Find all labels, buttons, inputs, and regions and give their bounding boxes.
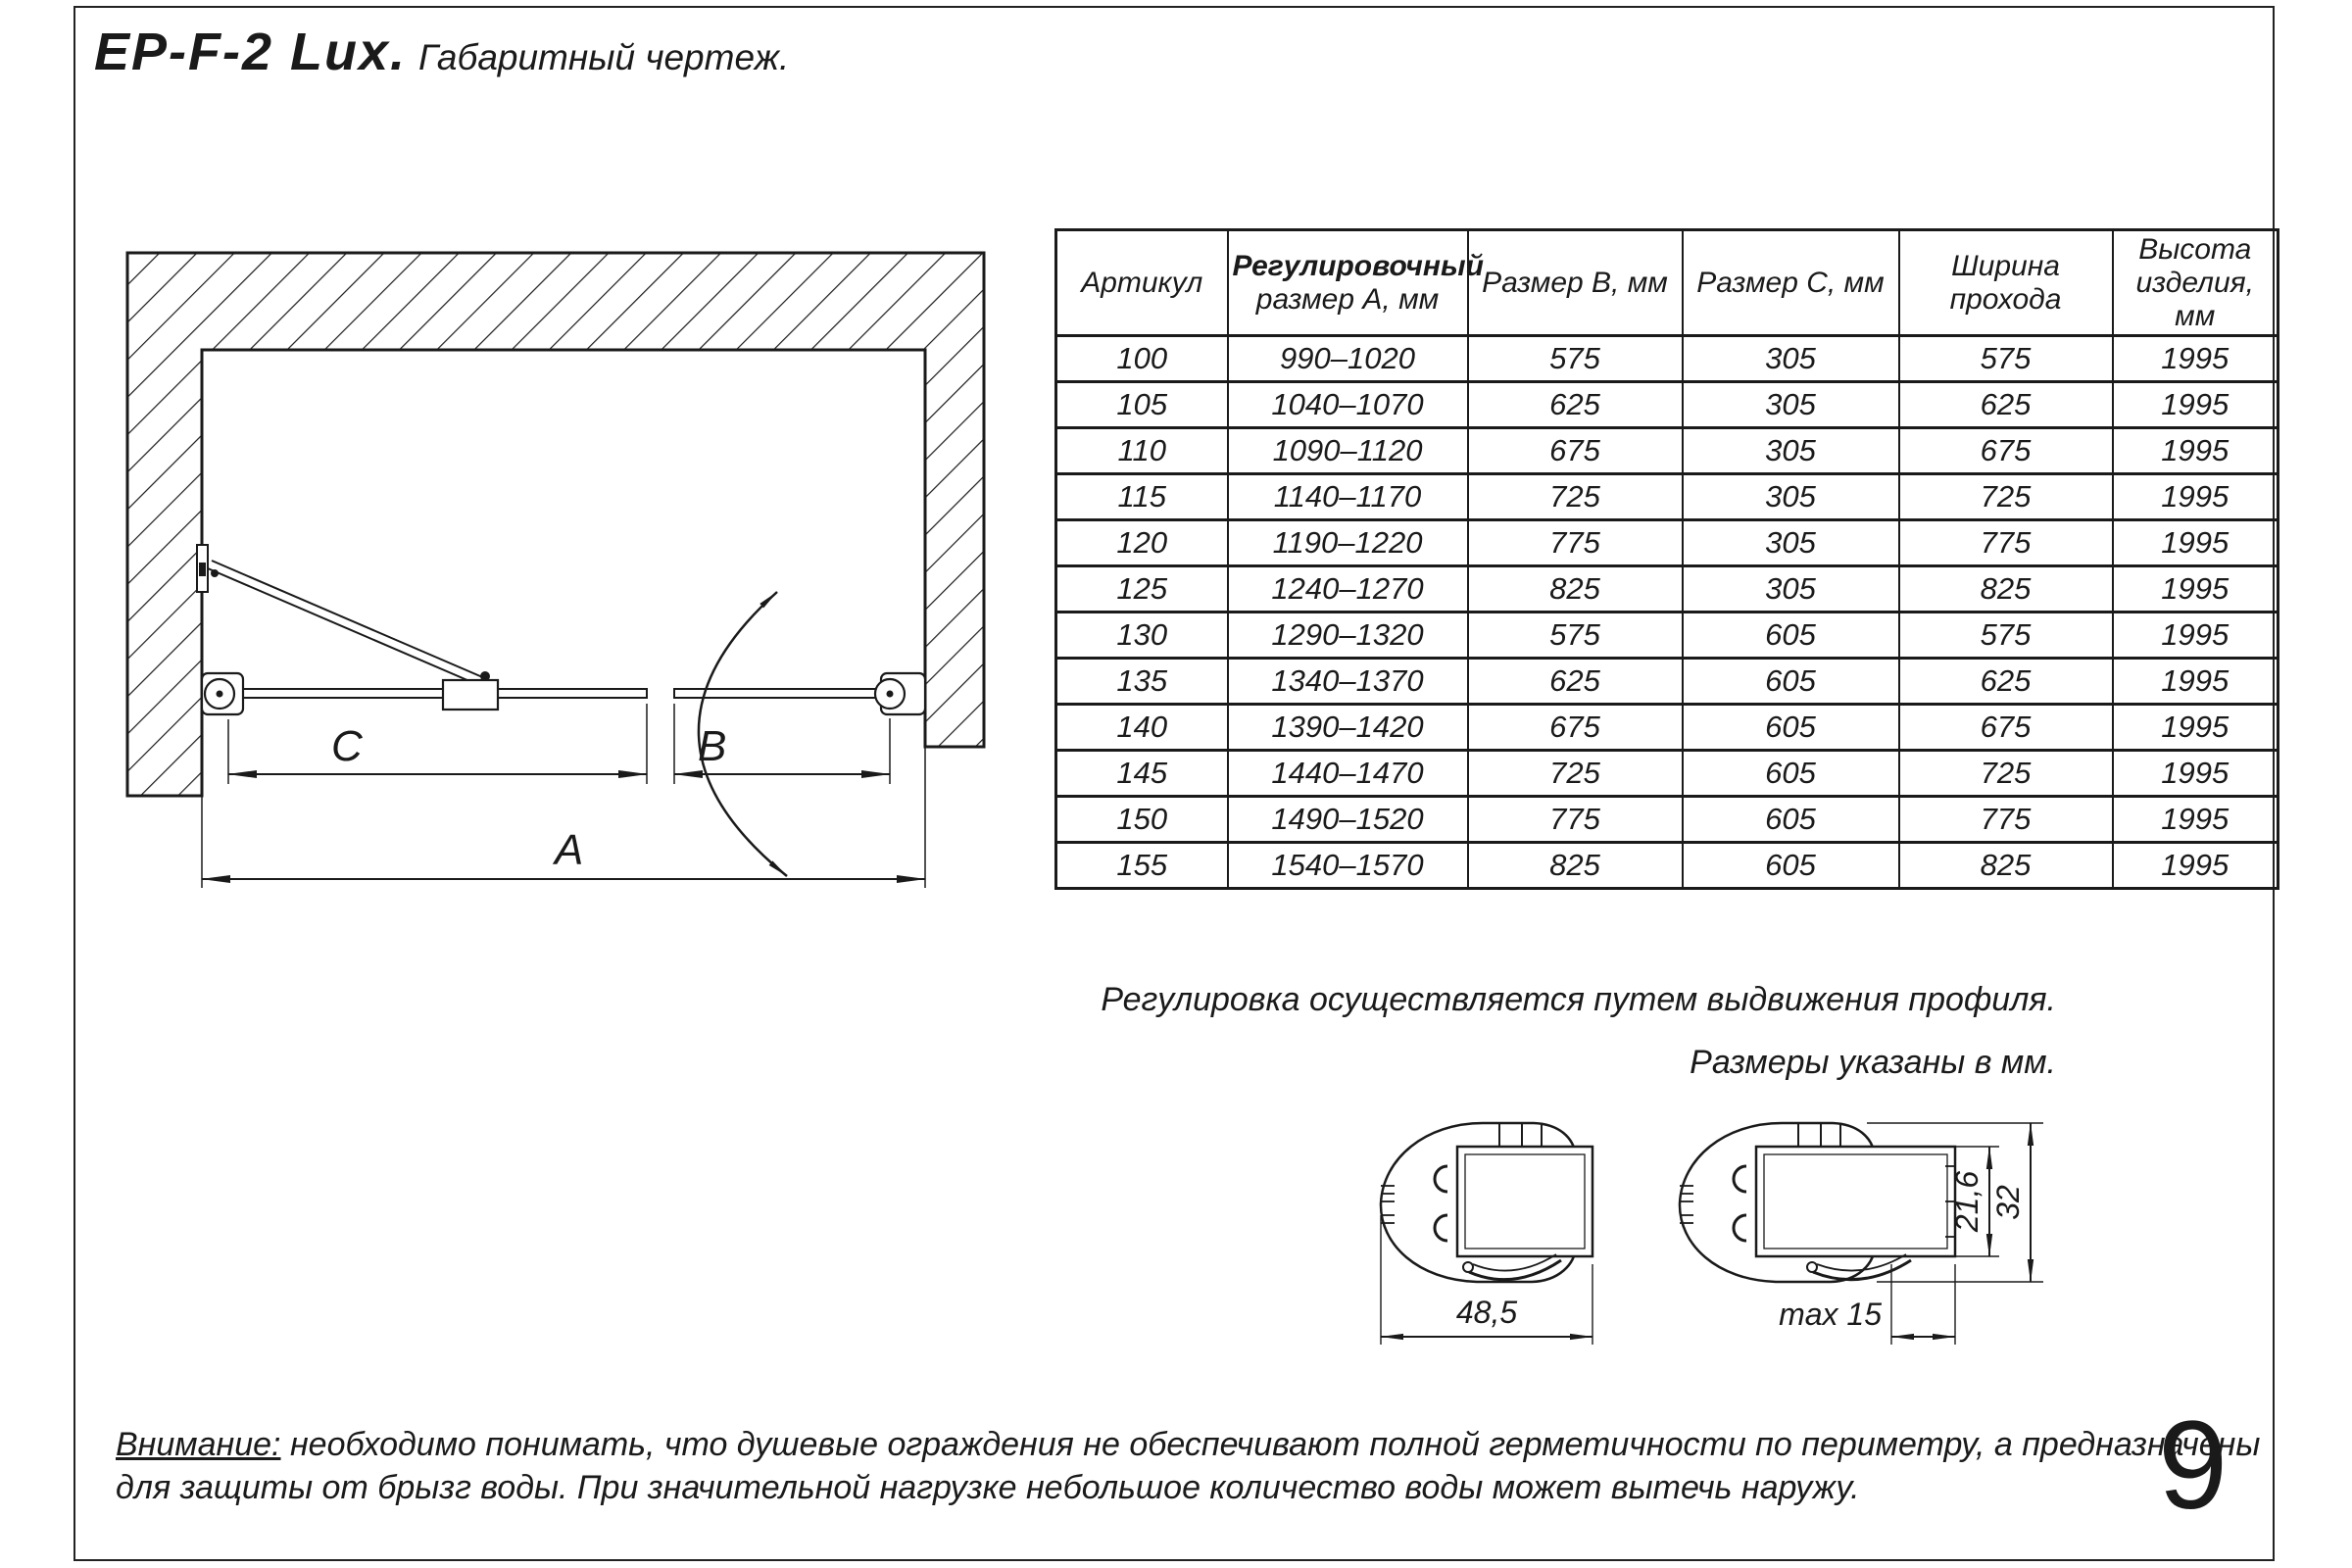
cell-height: 1995 bbox=[2113, 659, 2278, 705]
cell-size-a: 1540–1570 bbox=[1228, 843, 1468, 889]
cell-height: 1995 bbox=[2113, 520, 2278, 566]
cell-passage: 825 bbox=[1899, 566, 2113, 612]
cell-artikul: 125 bbox=[1056, 566, 1228, 612]
cell-size-c: 305 bbox=[1683, 474, 1899, 520]
cell-artikul: 150 bbox=[1056, 797, 1228, 843]
cell-passage: 725 bbox=[1899, 751, 2113, 797]
table-row bbox=[1056, 751, 2278, 797]
adjustment-notes bbox=[1101, 968, 2056, 1094]
cell-size-b: 775 bbox=[1468, 520, 1683, 566]
cell-size-a: 1240–1270 bbox=[1228, 566, 1468, 612]
cell-size-c: 305 bbox=[1683, 520, 1899, 566]
cell-size-b: 775 bbox=[1468, 797, 1683, 843]
drawing-type-label: Габаритный чертеж. bbox=[418, 37, 790, 77]
cell-size-b: 825 bbox=[1468, 566, 1683, 612]
page-title bbox=[94, 22, 789, 82]
cell-size-a: 1040–1070 bbox=[1228, 382, 1468, 428]
cell-size-c: 305 bbox=[1683, 566, 1899, 612]
cell-size-c: 605 bbox=[1683, 612, 1899, 659]
profile-section-extended bbox=[1680, 1123, 2043, 1345]
cell-height: 1995 bbox=[2113, 474, 2278, 520]
cell-passage: 825 bbox=[1899, 843, 2113, 889]
dim-label-c: C bbox=[331, 722, 363, 770]
table-row bbox=[1056, 428, 2278, 474]
cell-artikul: 155 bbox=[1056, 843, 1228, 889]
table-row bbox=[1056, 705, 2278, 751]
note-line-2: Размеры указаны в мм. bbox=[1690, 1044, 2056, 1081]
warning-line-1 bbox=[116, 1423, 2272, 1466]
cell-height: 1995 bbox=[2113, 705, 2278, 751]
cell-size-b: 725 bbox=[1468, 474, 1683, 520]
cell-artikul: 115 bbox=[1056, 474, 1228, 520]
cell-artikul: 110 bbox=[1056, 428, 1228, 474]
col-header-passage-width: Ширина прохода bbox=[1899, 230, 2113, 336]
cell-artikul: 135 bbox=[1056, 659, 1228, 705]
cell-height: 1995 bbox=[2113, 843, 2278, 889]
dimension-table bbox=[1054, 228, 2279, 890]
profile-cross-sections bbox=[1352, 1107, 2097, 1392]
cell-size-a: 1490–1520 bbox=[1228, 797, 1468, 843]
note-line-1: Регулировка осуществляется путем выдвижения профиля. bbox=[1101, 981, 2056, 1018]
plan-view-drawing bbox=[98, 211, 1000, 906]
cell-passage: 775 bbox=[1899, 797, 2113, 843]
cell-artikul: 140 bbox=[1056, 705, 1228, 751]
profile-outer-height-dim: 32 bbox=[1990, 1185, 2026, 1220]
cell-passage: 575 bbox=[1899, 612, 2113, 659]
wall-section bbox=[127, 253, 984, 796]
cell-size-c: 605 bbox=[1683, 659, 1899, 705]
cell-size-a: 1090–1120 bbox=[1228, 428, 1468, 474]
dim-label-b: B bbox=[698, 722, 727, 770]
cell-size-c: 605 bbox=[1683, 843, 1899, 889]
profile-width-dim: 48,5 bbox=[1455, 1295, 1518, 1330]
page-number: 9 bbox=[2158, 1396, 2229, 1536]
cell-height: 1995 bbox=[2113, 428, 2278, 474]
col-header-size-b: Размер В, мм bbox=[1468, 230, 1683, 336]
table-row bbox=[1056, 659, 2278, 705]
cell-passage: 625 bbox=[1899, 659, 2113, 705]
cell-passage: 625 bbox=[1899, 382, 2113, 428]
cell-size-a: 1390–1420 bbox=[1228, 705, 1468, 751]
cell-size-c: 605 bbox=[1683, 705, 1899, 751]
model-name: EP-F-2 Lux. bbox=[94, 23, 408, 81]
table-row bbox=[1056, 566, 2278, 612]
cell-size-a: 1440–1470 bbox=[1228, 751, 1468, 797]
cell-passage: 675 bbox=[1899, 428, 2113, 474]
warning-line-2: для защиты от брызг воды. При значительной нагрузке небольшое количество воды может вытечь наружу. bbox=[116, 1469, 1860, 1506]
cell-passage: 675 bbox=[1899, 705, 2113, 751]
right-wall-profile bbox=[875, 673, 925, 714]
cell-size-b: 675 bbox=[1468, 428, 1683, 474]
cell-size-a: 1340–1370 bbox=[1228, 659, 1468, 705]
cell-artikul: 100 bbox=[1056, 336, 1228, 382]
cell-size-b: 575 bbox=[1468, 612, 1683, 659]
cell-passage: 575 bbox=[1899, 336, 2113, 382]
table-row bbox=[1056, 520, 2278, 566]
profile-inner-height-dim: 21,6 bbox=[1949, 1170, 1984, 1233]
cell-height: 1995 bbox=[2113, 612, 2278, 659]
cell-height: 1995 bbox=[2113, 797, 2278, 843]
cell-size-b: 675 bbox=[1468, 705, 1683, 751]
col-header-size-a: Регулировочный размер А, мм bbox=[1228, 230, 1468, 336]
cell-artikul: 105 bbox=[1056, 382, 1228, 428]
col-header-size-c: Размер С, мм bbox=[1683, 230, 1899, 336]
cell-passage: 725 bbox=[1899, 474, 2113, 520]
cell-height: 1995 bbox=[2113, 382, 2278, 428]
cell-height: 1995 bbox=[2113, 751, 2278, 797]
cell-size-c: 305 bbox=[1683, 428, 1899, 474]
table-row bbox=[1056, 382, 2278, 428]
table-header-row bbox=[1056, 230, 2278, 336]
cell-size-a: 1290–1320 bbox=[1228, 612, 1468, 659]
cell-size-b: 625 bbox=[1468, 659, 1683, 705]
cell-height: 1995 bbox=[2113, 566, 2278, 612]
cell-size-a: 1140–1170 bbox=[1228, 474, 1468, 520]
cell-size-a: 1190–1220 bbox=[1228, 520, 1468, 566]
cell-passage: 775 bbox=[1899, 520, 2113, 566]
cell-size-b: 575 bbox=[1468, 336, 1683, 382]
warning-text-1: необходимо понимать, что душевые ограждения не обеспечивают полной герметичности по периметру, а предназначены bbox=[280, 1426, 2261, 1463]
cell-size-a: 990–1020 bbox=[1228, 336, 1468, 382]
cell-size-c: 605 bbox=[1683, 751, 1899, 797]
cell-artikul: 120 bbox=[1056, 520, 1228, 566]
table-row bbox=[1056, 336, 2278, 382]
cell-size-c: 305 bbox=[1683, 382, 1899, 428]
profile-section-closed bbox=[1381, 1123, 1592, 1345]
cell-height: 1995 bbox=[2113, 336, 2278, 382]
warning-note bbox=[116, 1423, 2272, 1509]
dim-label-a: A bbox=[555, 826, 584, 874]
table-row bbox=[1056, 474, 2278, 520]
warning-label: Внимание: bbox=[116, 1426, 281, 1463]
cell-size-c: 605 bbox=[1683, 797, 1899, 843]
cell-size-c: 305 bbox=[1683, 336, 1899, 382]
cell-size-b: 825 bbox=[1468, 843, 1683, 889]
table-row bbox=[1056, 612, 2278, 659]
cell-artikul: 130 bbox=[1056, 612, 1228, 659]
left-wall-profile bbox=[202, 673, 243, 714]
col-header-artikul: Артикул bbox=[1056, 230, 1228, 336]
table-row bbox=[1056, 843, 2278, 889]
table-row bbox=[1056, 797, 2278, 843]
cell-artikul: 145 bbox=[1056, 751, 1228, 797]
cell-size-b: 625 bbox=[1468, 382, 1683, 428]
profile-offset-dim: max 15 bbox=[1779, 1297, 1882, 1332]
cell-size-b: 725 bbox=[1468, 751, 1683, 797]
col-header-height: Высота изделия, мм bbox=[2113, 230, 2278, 336]
